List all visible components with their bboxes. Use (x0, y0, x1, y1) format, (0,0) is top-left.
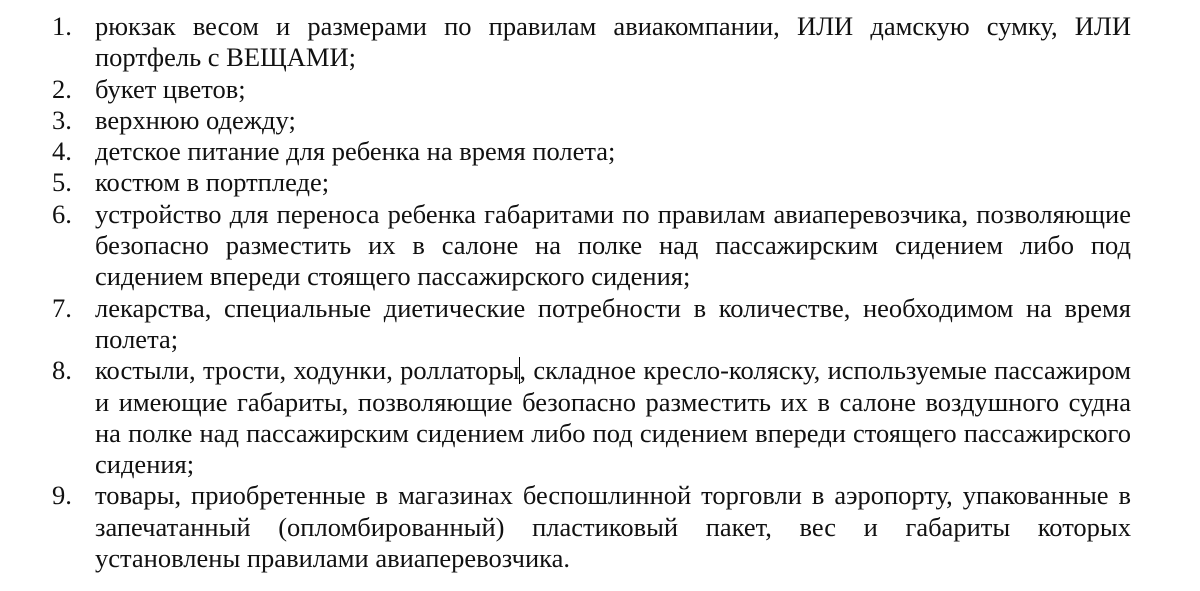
list-item-number: 7. (52, 292, 72, 323)
list-item[interactable] (0, 355, 1200, 480)
list-item[interactable] (0, 136, 1200, 167)
list-item-number: 4. (52, 136, 72, 167)
list-item-text[interactable]: рюкзак весом и размерами по правилам авиакомпании, ИЛИ дамскую сумку, ИЛИ портфель с ВЕЩАМИ; (95, 11, 1131, 73)
list-item[interactable] (0, 11, 1200, 74)
list-item-number: 2. (52, 73, 72, 104)
list-item-text[interactable]: верхнюю одежду; (95, 104, 296, 135)
list-item[interactable] (0, 74, 1200, 105)
list-item-number: 5. (52, 167, 72, 198)
list-item[interactable] (0, 199, 1200, 293)
list-item-text[interactable]: лекарства, специальные диетические потребности в количестве, необходимом на время полета; (95, 292, 1131, 354)
text-after-cursor: , складное кресло-коляску, используемые пассажиром и имеющие габариты, позволяющие безопасно разместить их в салоне воздушного судна на полке над пассажирским сидением либо под сидением впереди стоящего пассажирского сидения; (95, 355, 1131, 480)
list-item-number: 6. (52, 198, 72, 229)
list-item-text[interactable]: букет цветов; (95, 73, 246, 104)
list-item-text[interactable] (95, 355, 1131, 480)
list-item[interactable] (0, 105, 1200, 136)
list-item-number: 9. (52, 480, 72, 511)
list-item[interactable] (0, 167, 1200, 198)
list-item-text[interactable]: товары, приобретенные в магазинах беспошлинной торговли в аэропорту, упакованные в запечатанный (опломбированный) пластиковый пакет, вес и габариты которых установлены правилами авиаперевозчика. (95, 480, 1131, 574)
list-item-text[interactable]: костюм в портпледе; (95, 167, 330, 198)
list-item-number: 8. (52, 355, 72, 386)
list-item[interactable] (0, 293, 1200, 356)
list-item[interactable] (0, 480, 1200, 574)
list-item-text[interactable]: детское питание для ребенка на время полета; (95, 136, 616, 167)
list-item-number: 1. (52, 11, 72, 41)
list-item-text[interactable]: устройство для переноса ребенка габаритами по правилам авиаперевозчика, позволяющие безопасно разместить их в салоне на полке над пассажирским сидением либо под сидением впереди стоящего пассажирского сидения; (95, 198, 1131, 292)
text-before-cursor: костыли, трости, ходунки, роллаторы (95, 355, 520, 386)
list-item-number: 3. (52, 104, 72, 135)
numbered-list (0, 11, 1200, 574)
